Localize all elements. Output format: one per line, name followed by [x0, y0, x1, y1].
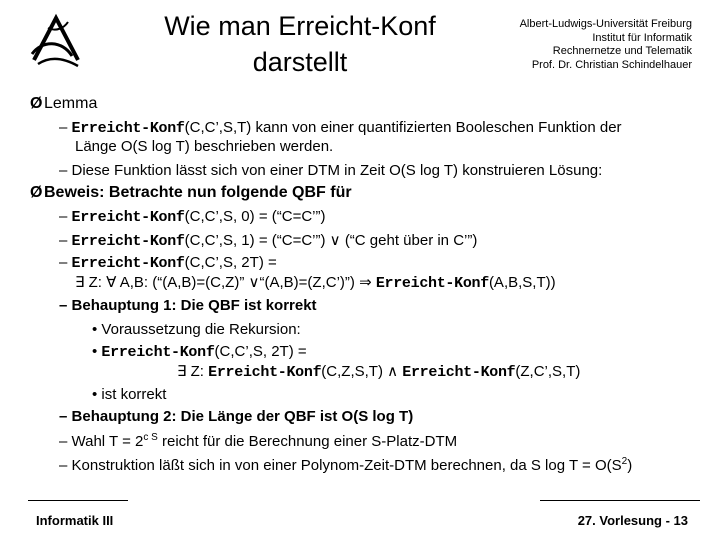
title-line-2: darstellt [252, 47, 348, 77]
claim-1-sub-4: • ist korrekt [92, 386, 167, 403]
proof-case-0: – Erreicht-Konf(C,C’,S, 0) = (“C=C’”) [59, 208, 326, 226]
institution-line: Institut für Informatik [592, 31, 692, 44]
page-title [130, 8, 470, 80]
arrow-bullet-icon: Ø [30, 95, 43, 112]
construction: – Konstruktion läßt sich in von einer Polynom-Zeit-DTM berechnen, da S $\log T = O(S^2)$ [59, 456, 633, 474]
footer-divider [28, 500, 128, 501]
institution-line: Prof. Dr. Christian Schindelhauer [531, 58, 692, 71]
claim-1-sub-3: ∃ Z: Erreicht-Konf(C,Z,S,T) ∧ Erreicht-Konf(Z,C’,S,T) [177, 363, 581, 381]
institution-block [482, 18, 692, 72]
claim-2: – Behauptung 2: Die Länge der QBF ist O(S log T) [59, 408, 414, 425]
arrow-bullet-icon: Ø [30, 184, 43, 201]
university-logo-icon [28, 10, 84, 72]
institution-line: Albert-Ludwigs-Universität Freiburg [519, 18, 692, 30]
or-symbol: ∨ [248, 274, 260, 291]
proof-case-2t-formula: ∃ Z: ∀ A,B: (“(A,B)=(C,Z)” ∨“(A,B)=(Z,C’)”) ⇒ Erreicht-Konf(A,B,S,T)) [75, 274, 556, 292]
institution-line: Rechnernetze und Telematik [552, 45, 692, 57]
and-symbol: ∧ [387, 363, 399, 380]
bullet-proof: ØBeweis: Betrachte nun folgende QBF für [30, 184, 352, 201]
footer-divider [540, 500, 700, 501]
choice-t: – Wahl $T = 2^{c S}$ reicht für die Berechnung einer S-Platz-DTM [59, 432, 458, 450]
lemma-sub-1-cont: Länge O(S log T) beschrieben werden. [75, 138, 334, 155]
claim-1-sub-2: • Erreicht-Konf(C,C’,S, 2T) = [92, 343, 307, 361]
footer-course: Informatik III [36, 513, 114, 528]
proof-case-1: – Erreicht-Konf(C,C’,S, 1) = (“C=C’”) ∨ (“C geht über in C’”) [59, 232, 478, 250]
or-symbol: ∨ [329, 232, 341, 249]
bullet-lemma: ØLemma [30, 95, 98, 112]
implies-symbol: ⇒ [359, 274, 372, 291]
proof-case-2t: – Erreicht-Konf(C,C’,S, 2T) = [59, 254, 277, 272]
claim-1-sub-1: • Voraussetzung die Rekursion: [92, 321, 301, 338]
lemma-sub-1: – Erreicht-Konf(C,C’,S,T) kann von einer quantifizierten Booleschen Funktion der [59, 119, 622, 137]
claim-1: – Behauptung 1: Die QBF ist korrekt [59, 297, 317, 314]
lemma-sub-2: – Diese Funktion lässt sich von einer DTM in Zeit O(S log T) konstruieren Lösung: [59, 162, 603, 179]
footer-slide-number: 27. Vorlesung - 13 [577, 513, 688, 528]
title-line-1: Wie man Erreicht-Konf [164, 11, 436, 41]
